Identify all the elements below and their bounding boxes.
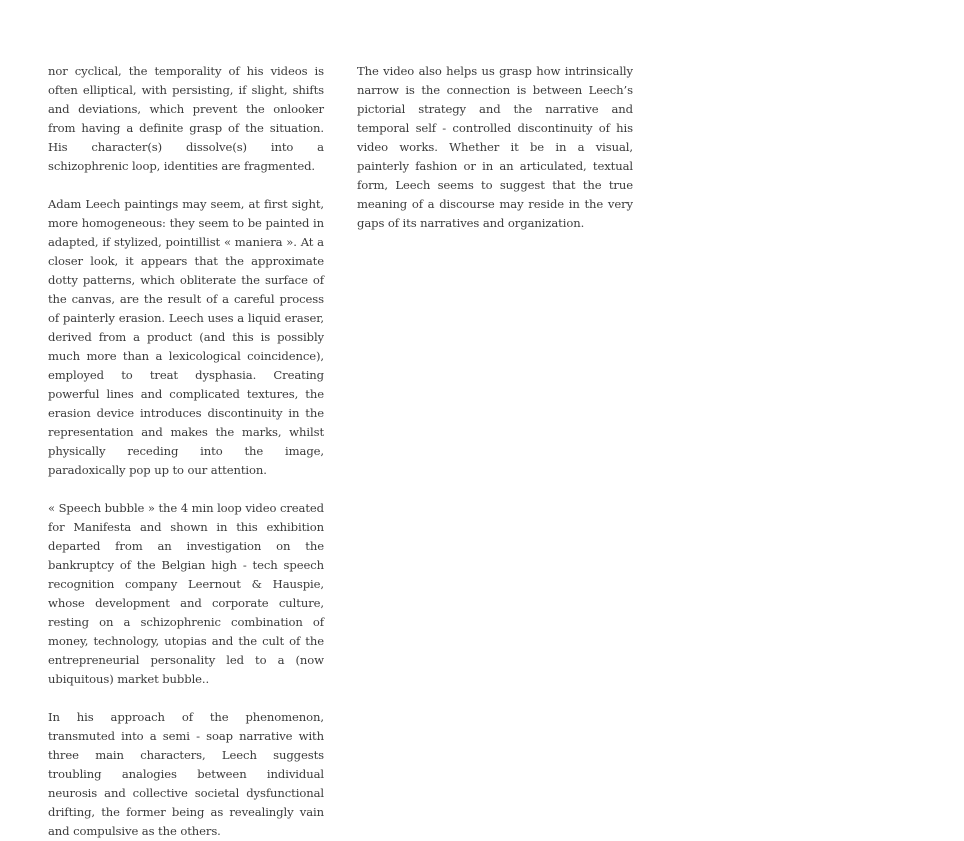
right-text-column <box>357 62 633 233</box>
left-text-column <box>48 62 324 841</box>
paragraph-video-connection: The video also helps us grasp how intrinsically narrow is the connection is between Leech’s pictorial strategy and the narrative and temporal self - controlled discontinuity of his video works. Whether it be in a visual, painterly fashion or in an articulated, textual form, Leech seems to suggest that the true meaning of a discourse may reside in the very gaps of its narratives and organization. <box>357 64 633 230</box>
paragraph-paintings: Adam Leech paintings may seem, at first sight, more homogeneous: they seem to be painted in adapted, if stylized, pointillist « maniera ». At a closer look, it appears that the approximate dotty patterns, which obliterate the surface of the canvas, are the result of a careful process of painterly erasion. Leech uses a liquid eraser, derived from a product (and this is possibly much more than a lexicological coincidence), employed to treat dysphasia. Creating powerful lines and complicated textures, the erasion device introduces discontinuity in the representation and makes the marks, whilst physically receding into the image, paradoxically pop up to our attention. <box>48 197 324 477</box>
paragraph-video-temporality: nor cyclical, the temporality of his videos is often elliptical, with persisting, if slight, shifts and deviations, which prevent the onlooker from having a definite grasp of the situation. His character(s) dissolve(s) into a schizophrenic loop, identities are fragmented. <box>48 64 324 173</box>
paragraph-speech-bubble: « Speech bubble » the 4 min loop video created for Manifesta and shown in this exhibition departed from an investigation on the bankruptcy of the Belgian high - tech speech recognition company Leernout & Hauspie, whose development and corporate culture, resting on a schizophrenic combination of money, technology, utopias and the cult of the entrepreneurial personality led to a (now ubiquitous) market bubble.. <box>48 501 324 686</box>
paragraph-approach: In his approach of the phenomenon, transmuted into a semi - soap narrative with three main characters, Leech suggests troubling analogies between individual neurosis and collective societal dysfunctional drifting, the former being as revealingly vain and compulsive as the others. <box>48 710 324 838</box>
